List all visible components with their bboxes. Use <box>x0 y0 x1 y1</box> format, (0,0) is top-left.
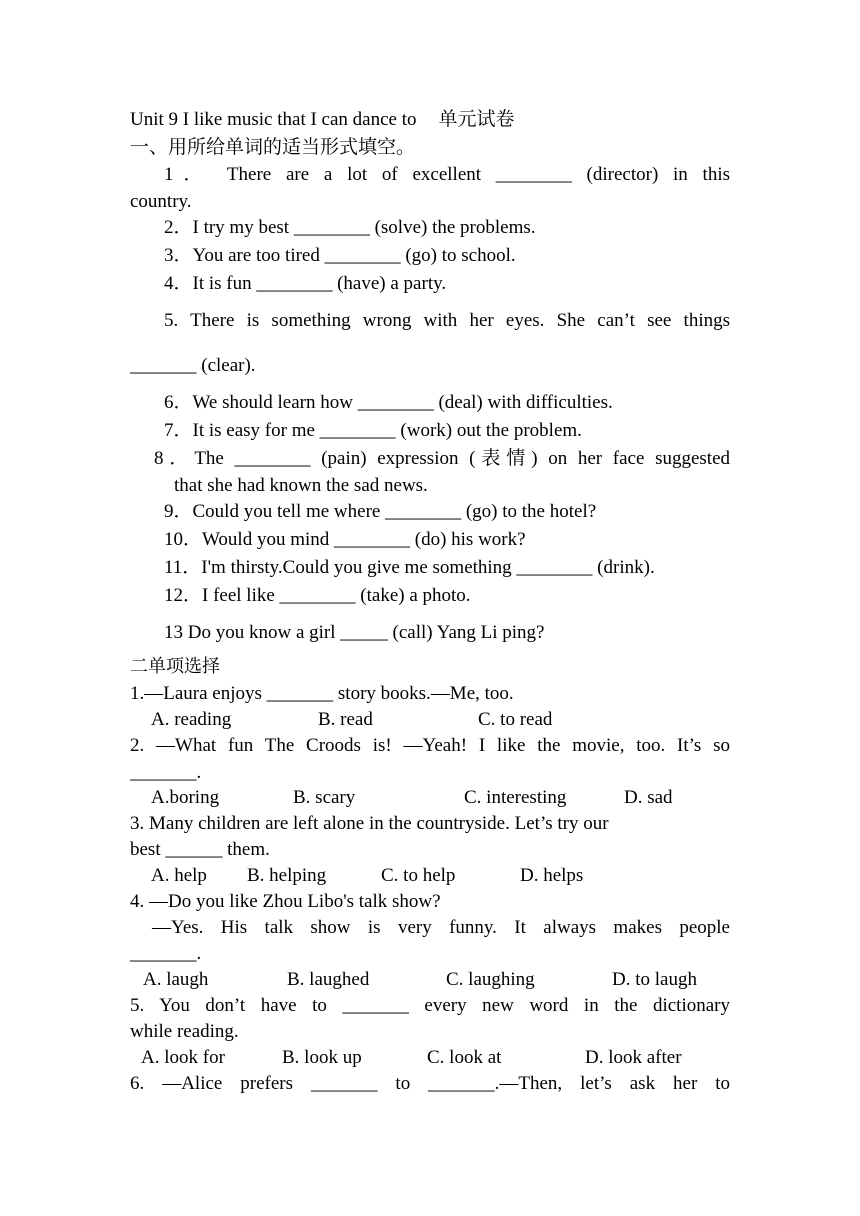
s2-q5-option-d: D. look after <box>585 1047 682 1068</box>
document-title <box>130 107 515 132</box>
s2-question-4-line1: 4. —Do you like Zhou Libo's talk show? <box>130 891 441 912</box>
s2-q1-option-a: A. reading <box>151 709 232 730</box>
s2-question-2-line2: _______. <box>130 762 202 783</box>
s2-q3-option-a: A. help <box>151 865 207 886</box>
section2-heading: 二单项选择 <box>130 656 220 677</box>
s2-q1-option-c: C. to read <box>478 709 553 730</box>
s2-q5-option-a: A. look for <box>141 1047 225 1068</box>
s1-question-10: 10．Would you mind ________ (do) his work? <box>164 529 526 550</box>
s2-q4-option-b: B. laughed <box>287 969 370 990</box>
s1-question-12: 12．I feel like ________ (take) a photo. <box>164 585 471 606</box>
title-chinese: 单元试卷 <box>438 108 515 130</box>
s1-question-8-line2: that she had known the sad news. <box>174 475 428 496</box>
s1-question-5-line1: 5. There is something wrong with her eyes. She can’t see things <box>164 310 730 331</box>
s2-q4-option-a: A. laugh <box>143 969 209 990</box>
s2-q1-option-b: B. read <box>318 709 373 730</box>
s2-q5-option-c: C. look at <box>427 1047 502 1068</box>
s2-q2-option-c: C. interesting <box>464 787 567 808</box>
s2-q3-option-c: C. to help <box>381 865 456 886</box>
s1-question-6: 6．We should learn how ________ (deal) with difficulties. <box>164 392 613 413</box>
s2-question-1: 1.—Laura enjoys _______ story books.—Me, too. <box>130 683 514 704</box>
s1-question-2: 2．I try my best ________ (solve) the problems. <box>164 217 536 238</box>
s2-question-4-line2: —Yes. His talk show is very funny. It always makes people <box>152 917 730 938</box>
s2-question-5-line2: while reading. <box>130 1021 239 1042</box>
s2-q2-option-a: A.boring <box>151 787 220 808</box>
s2-question-6-line1: 6. —Alice prefers _______ to _______.—Then, let’s ask her to <box>130 1073 730 1094</box>
s2-q4-option-c: C. laughing <box>446 969 535 990</box>
s1-question-7: 7．It is easy for me ________ (work) out the problem. <box>164 420 582 441</box>
s1-question-1-line2: country. <box>130 191 192 212</box>
s1-question-11: 11．I'm thirsty.Could you give me something ________ (drink). <box>164 557 655 578</box>
title-english: Unit 9 I like music that I can dance to <box>130 109 417 130</box>
s1-question-3: 3．You are too tired ________ (go) to school. <box>164 245 516 266</box>
s2-question-2-line1: 2. —What fun The Croods is! —Yeah! I like the movie, too. It’s so <box>130 735 730 756</box>
s2-q3-option-b: B. helping <box>247 865 327 886</box>
s1-question-4: 4．It is fun ________ (have) a party. <box>164 273 447 294</box>
s2-q2-option-b: B. scary <box>293 787 356 808</box>
s1-question-13: 13 Do you know a girl _____ (call) Yang Li ping? <box>164 622 545 643</box>
s1-question-9: 9．Could you tell me where ________ (go) to the hotel? <box>164 501 597 522</box>
section1-heading: 一、用所给单词的适当形式填空。 <box>130 136 416 158</box>
s1-question-1-line1: 1． There are a lot of excellent ________ (director) in this <box>164 164 730 185</box>
s2-question-3-line1: 3. Many children are left alone in the countryside. Let’s try our <box>130 813 609 834</box>
s2-q2-option-d: D. sad <box>624 787 673 808</box>
s2-q4-option-d: D. to laugh <box>612 969 697 990</box>
s2-question-4-line3: _______. <box>130 943 202 964</box>
s1-question-8-line1: 8．The ________ (pain) expression (表情) on her face suggested <box>154 448 730 469</box>
s2-question-5-line1: 5. You don’t have to _______ every new word in the dictionary <box>130 995 730 1016</box>
s2-question-3-line2: best ______ them. <box>130 839 270 860</box>
s2-q3-option-d: D. helps <box>520 865 584 886</box>
s1-question-5-line2: _______ (clear). <box>130 355 256 376</box>
s2-q5-option-b: B. look up <box>282 1047 362 1068</box>
